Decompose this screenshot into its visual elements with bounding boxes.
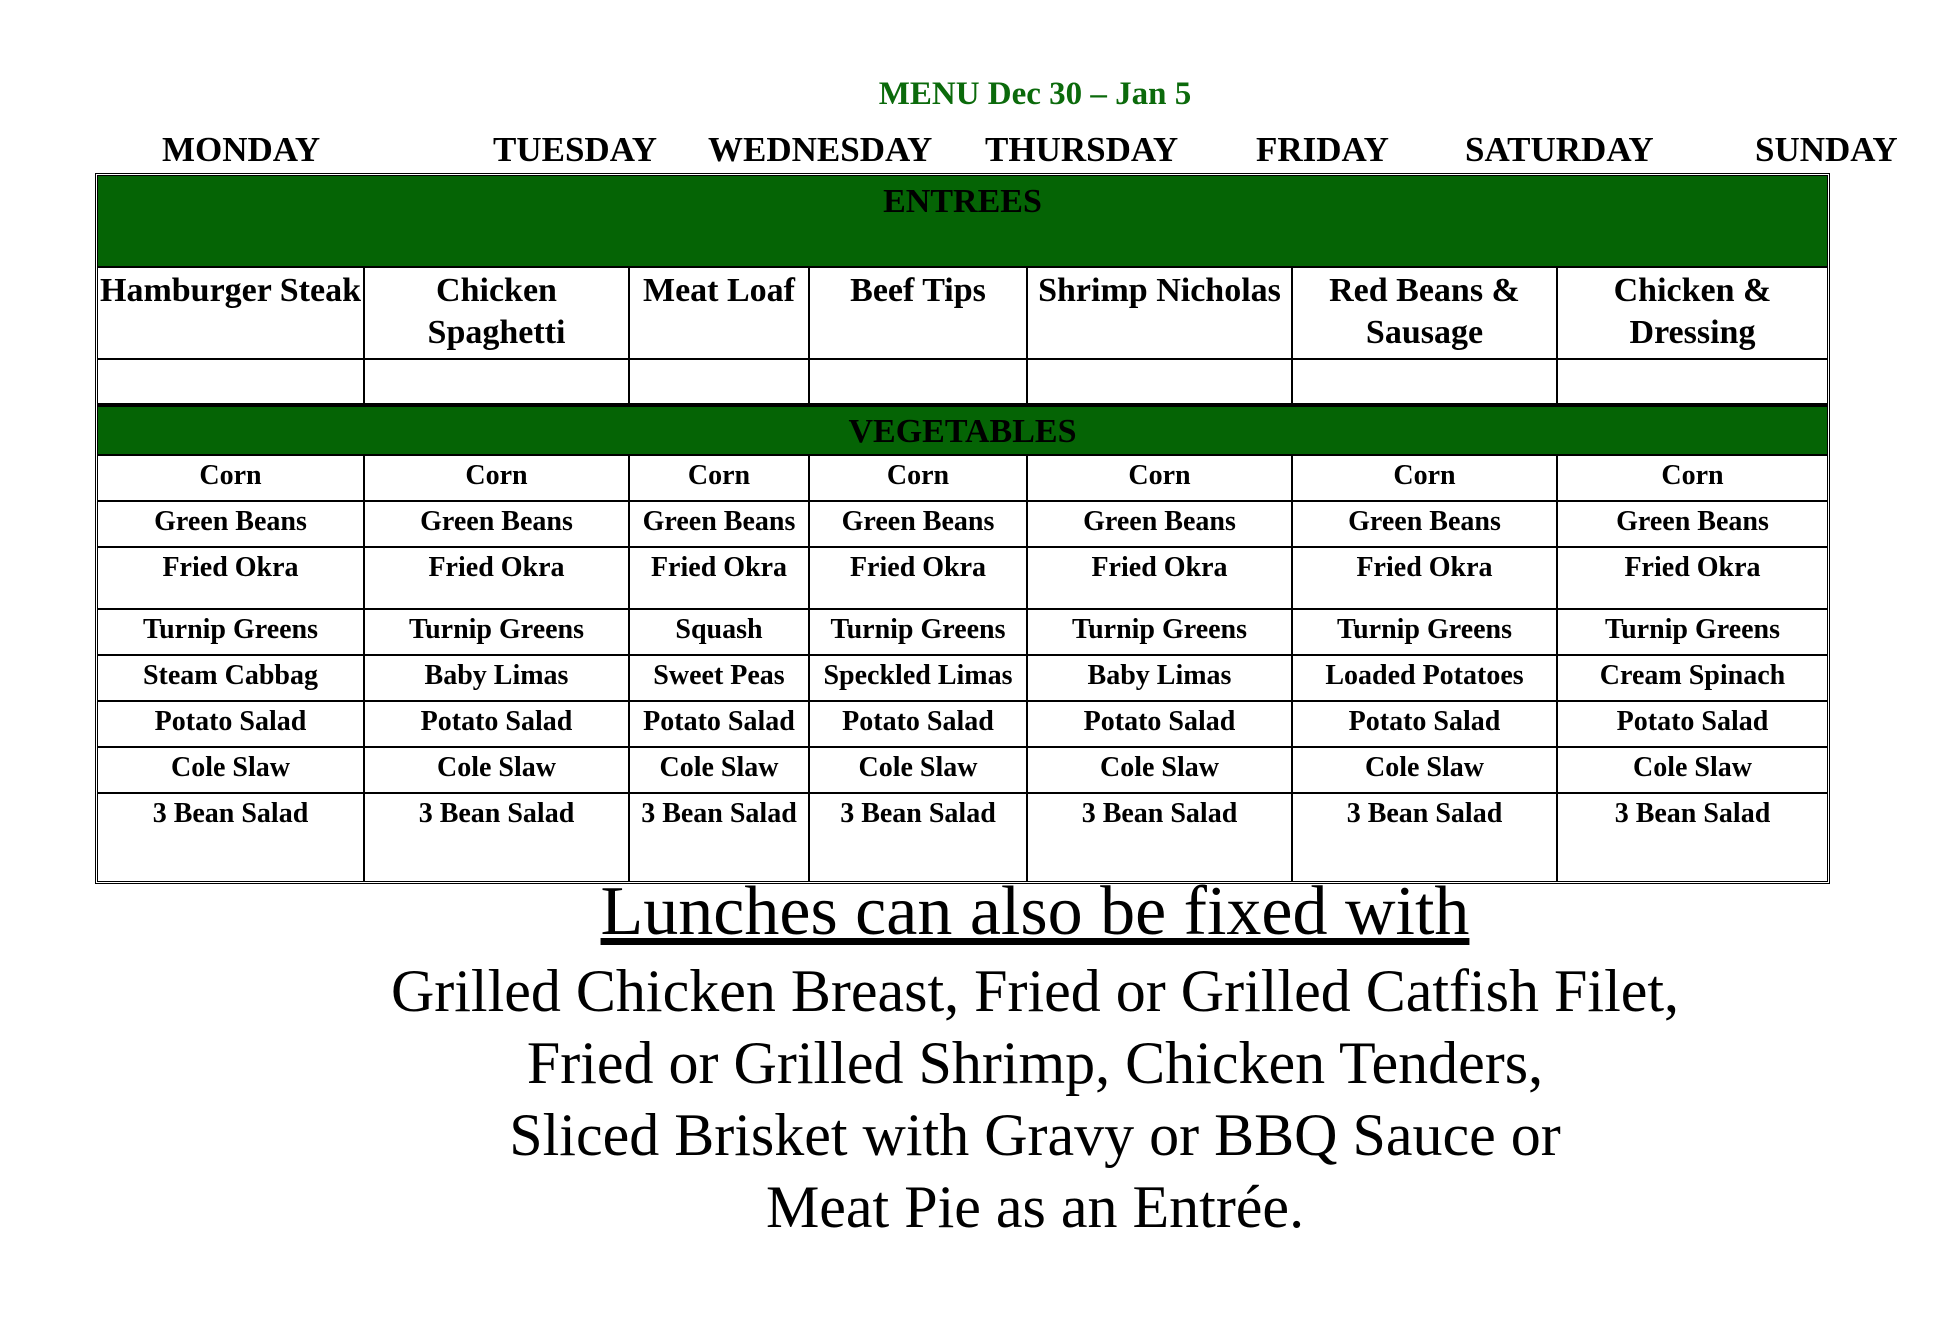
- vegetable-cell: Turnip Greens: [1028, 610, 1293, 654]
- vegetable-cell: Potato Salad: [1028, 702, 1293, 746]
- vegetable-cell: Baby Limas: [365, 656, 630, 700]
- vegetable-cell: Turnip Greens: [1293, 610, 1558, 654]
- entree-cell: Chicken Spaghetti: [365, 268, 630, 358]
- vegetable-cell: Corn: [98, 456, 365, 500]
- entrees-header: ENTREES: [98, 176, 1827, 268]
- vegetable-cell: Potato Salad: [810, 702, 1028, 746]
- vegetable-cell: Fried Okra: [810, 548, 1028, 608]
- vegetable-cell: Turnip Greens: [98, 610, 365, 654]
- entree-cell: Hamburger Steak: [98, 268, 365, 358]
- vegetable-cell: Green Beans: [1293, 502, 1558, 546]
- vegetable-cell: Green Beans: [98, 502, 365, 546]
- blank-cell: [1558, 360, 1827, 403]
- vegetable-cell: Potato Salad: [1293, 702, 1558, 746]
- vegetable-cell: Potato Salad: [365, 702, 630, 746]
- blank-cell: [810, 360, 1028, 403]
- vegetable-cell: Corn: [1293, 456, 1558, 500]
- vegetable-cell: Potato Salad: [98, 702, 365, 746]
- vegetable-cell: Green Beans: [1616, 506, 1769, 537]
- blank-cell: [365, 360, 630, 403]
- lunch-option-line: Sliced Brisket with Gravy or BBQ Sauce or: [509, 1102, 1561, 1168]
- vegetable-cell: Green Beans: [630, 502, 810, 546]
- day-header-tuesday: TUESDAY: [493, 130, 658, 169]
- blank-cell: [98, 360, 365, 403]
- vegetable-cell: Corn: [365, 456, 630, 500]
- vegetable-cell: Turnip Greens: [1604, 614, 1781, 645]
- vegetable-cell: Turnip Greens: [810, 610, 1028, 654]
- day-header-saturday: SATURDAY: [1465, 130, 1654, 169]
- vegetable-cell: 3 Bean Salad: [365, 794, 630, 838]
- vegetable-cell: 3 Bean Salad: [98, 794, 365, 838]
- lunch-options: [0, 955, 1952, 1243]
- vegetable-cell: 3 Bean Salad: [1293, 794, 1558, 838]
- vegetable-cell: Fried Okra: [365, 548, 630, 608]
- blank-cell: [1293, 360, 1558, 403]
- vegetable-cell: Loaded Potatoes: [1293, 656, 1558, 700]
- vegetable-cell: Green Beans: [365, 502, 630, 546]
- menu-title: MENU Dec 30 – Jan 5: [878, 76, 1192, 112]
- vegetable-cell: Fried Okra: [1028, 548, 1293, 608]
- vegetable-cell: Squash: [630, 610, 810, 654]
- vegetable-row: [98, 702, 1827, 748]
- vegetable-cell: Steam Cabbag: [98, 656, 365, 700]
- blank-cell: [1028, 360, 1293, 403]
- menu-table: [95, 173, 1830, 884]
- blank-row: [98, 360, 1827, 405]
- vegetable-cell: Fried Okra: [630, 548, 810, 608]
- vegetable-row: [98, 610, 1827, 656]
- day-header-monday: MONDAY: [162, 130, 321, 169]
- vegetable-cell: Cream Spinach: [1599, 660, 1786, 691]
- vegetable-cell: Corn: [1028, 456, 1293, 500]
- vegetable-cell: Cole Slaw: [630, 748, 810, 792]
- vegetables-header: VEGETABLES: [98, 405, 1827, 456]
- vegetable-cell: 3 Bean Salad: [1028, 794, 1293, 838]
- vegetable-cell: Potato Salad: [630, 702, 810, 746]
- entree-cell: Chicken & Dressing: [1613, 272, 1772, 351]
- entree-cell: Red Beans & Sausage: [1293, 268, 1558, 358]
- vegetable-cell: Corn: [630, 456, 810, 500]
- vegetable-cell: Fried Okra: [1293, 548, 1558, 608]
- vegetable-cell: Cole Slaw: [1028, 748, 1293, 792]
- vegetable-cell: Corn: [810, 456, 1028, 500]
- entree-cell: Beef Tips: [810, 268, 1028, 358]
- vegetable-cell: Corn: [1661, 460, 1724, 491]
- vegetable-cell: 3 Bean Salad: [1614, 798, 1771, 829]
- vegetable-row: [98, 548, 1827, 610]
- lunch-option-line: Fried or Grilled Shrimp, Chicken Tenders,: [526, 1030, 1544, 1096]
- vegetable-row: [98, 502, 1827, 548]
- day-header-friday: FRIDAY: [1256, 130, 1389, 169]
- blank-cell: [630, 360, 810, 403]
- day-header-sunday: SUNDAY: [1755, 130, 1898, 169]
- vegetable-row: [98, 456, 1827, 502]
- vegetable-cell: Cole Slaw: [1633, 752, 1752, 783]
- vegetable-cell: Fried Okra: [1624, 552, 1761, 583]
- entree-cell: Meat Loaf: [630, 268, 810, 358]
- vegetable-cell: Speckled Limas: [810, 656, 1028, 700]
- vegetable-cell: Green Beans: [1028, 502, 1293, 546]
- day-header-thursday: THURSDAY: [985, 130, 1179, 169]
- vegetable-cell: Turnip Greens: [365, 610, 630, 654]
- vegetable-row: [98, 794, 1827, 838]
- lunch-option-line: Grilled Chicken Breast, Fried or Grilled Catfish Filet,: [390, 958, 1680, 1024]
- entree-cell: Shrimp Nicholas: [1028, 268, 1293, 358]
- vegetable-cell: Cole Slaw: [98, 748, 365, 792]
- vegetable-cell: 3 Bean Salad: [630, 794, 810, 838]
- vegetable-cell: Cole Slaw: [365, 748, 630, 792]
- vegetable-cell: Fried Okra: [98, 548, 365, 608]
- vegetable-cell: Cole Slaw: [1293, 748, 1558, 792]
- vegetable-cell: Potato Salad: [1616, 706, 1769, 737]
- vegetable-row: [98, 748, 1827, 794]
- vegetable-cell: Green Beans: [810, 502, 1028, 546]
- vegetable-cell: Cole Slaw: [810, 748, 1028, 792]
- lunch-option-line: Meat Pie as an Entrée.: [765, 1174, 1305, 1240]
- lunch-heading: Lunches can also be fixed with: [600, 873, 1470, 950]
- vegetable-row: [98, 656, 1827, 702]
- vegetable-cell: 3 Bean Salad: [810, 794, 1028, 838]
- entrees-row: [98, 268, 1827, 360]
- vegetable-cell: Sweet Peas: [630, 656, 810, 700]
- day-header-wednesday: WEDNESDAY: [708, 130, 933, 169]
- vegetable-cell: Baby Limas: [1028, 656, 1293, 700]
